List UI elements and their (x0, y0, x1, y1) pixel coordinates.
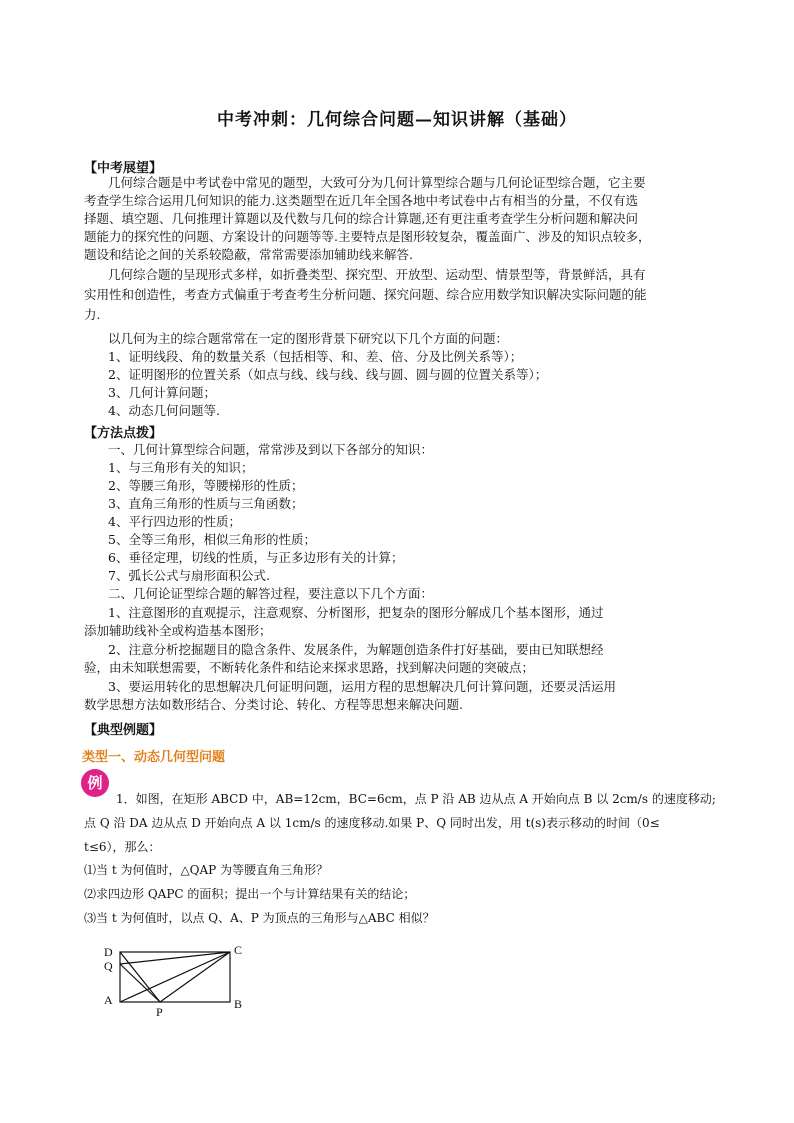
list-item: 1、证明线段、角的数量关系（包括相等、和、差、倍、分及比例关系等）； (108, 349, 523, 364)
list-item: 5、全等三角形，相似三角形的性质； (108, 532, 316, 547)
question-item: ⑶当 t 为何值时，以点 Q、A、P 为顶点的三角形与△ABC 相似？ (84, 911, 435, 925)
example-badge (80, 768, 110, 798)
list-item: 3、直角三角形的性质与三角函数； (108, 496, 304, 511)
rectangle-diagram (98, 940, 258, 1020)
section-outlook-heading: 【中考展望】 (84, 161, 163, 176)
segment-pc (160, 952, 230, 1002)
list-item: 1、与三角形有关的知识； (108, 460, 254, 475)
label-b: B (234, 997, 243, 1011)
list-item: 7、弧长公式与扇形面积公式. (108, 568, 270, 583)
label-q: Q (104, 959, 113, 973)
section-method-heading: 【方法点拨】 (84, 426, 163, 441)
text-line: 3、要运用转化的思想解决几何证明问题，运用方程的思想解决几何计算问题，还要灵活运用 (108, 679, 616, 694)
segment-qp (120, 964, 160, 1002)
list-item: 6、垂径定理，切线的性质，与正多边形有关的计算； (108, 550, 404, 565)
label-d: D (104, 945, 113, 959)
text-line: 几何综合题的呈现形式多样，如折叠类型、探究型、开放型、运动型、情景型等，背景鲜活，具有 (108, 267, 646, 282)
text-line: 1、注意图形的直观提示，注意观察、分析图形，把复杂的图形分解成几个基本图形，通过 (108, 605, 604, 620)
text-line: 数学思想方法如数形结合、分类讨论、转化、方程等思想来解决问题. (84, 697, 463, 712)
text-line: 题能力的探究性的问题、方案设计的问题等等.主要特点是图形较复杂，覆盖面广、涉及的知识点较多， (84, 229, 651, 244)
label-a: A (104, 993, 113, 1007)
text-line: 添加辅助线补全或构造基本图形； (84, 623, 272, 638)
list-item: 4、平行四边形的性质； (108, 514, 241, 529)
question-item: ⑴当 t 为何值时，△QAP 为等腰直角三角形？ (84, 863, 329, 877)
text-line: 力. (84, 307, 101, 322)
text-line: 题设和结论之间的关系较隐蔽，常常需要添加辅助线来解答. (84, 247, 413, 262)
text-line: 考查学生综合运用几何知识的能力.这类题型在近几年全国各地中考试卷中占有相当的分量，不仅有选 (84, 193, 638, 208)
list-item: 4、动态几何问题等. (108, 403, 220, 418)
text-line: 实用性和创造性，考查方式偏重于考查考生分析问题、探究问题、综合应用数学知识解决实际问题的能 (84, 287, 647, 302)
label-p: P (156, 1005, 163, 1019)
text-line: 1．如图，在矩形 ABCD 中，AB=12cm，BC=6cm，点 P 沿 AB 边从点 A 开始向点 B 以 2cm/s 的速度移动; (116, 792, 716, 806)
text-line: 2、注意分析挖掘题目的隐含条件、发展条件，为解题创造条件打好基础，要由已知联想经 (108, 642, 604, 657)
segment-ac (120, 952, 230, 1002)
segment-qc (120, 952, 230, 964)
text-line: 择题、填空题、几何推理计算题以及代数与几何的综合计算题,还有更注重考查学生分析问题和解决问 (84, 211, 638, 226)
text-line: t≤6），那么： (84, 840, 161, 854)
text-line: 一、几何计算型综合问题，常常涉及到以下各部分的知识： (108, 442, 434, 457)
type-heading: 类型一、动态几何型问题 (82, 750, 226, 765)
text-line: 几何综合题是中考试卷中常见的题型，大致可分为几何计算型综合题与几何论证型综合题，它主要 (108, 175, 646, 190)
example-badge-label: 例 (87, 774, 103, 792)
page-title: 中考冲刺：几何综合问题—知识讲解（基础） (217, 110, 577, 130)
text-line: 验，由未知联想需要，不断转化条件和结论来探求思路，找到解决问题的突破点； (84, 660, 535, 675)
list-item: 3、几何计算问题； (108, 385, 216, 400)
text-line: 以几何为主的综合题常常在一定的图形背景下研究以下几个方面的问题： (108, 331, 509, 346)
label-c: C (234, 943, 243, 957)
section-examples-heading: 【典型例题】 (84, 723, 163, 738)
list-item: 2、等腰三角形，等腰梯形的性质； (108, 478, 304, 493)
segment-dp (120, 952, 160, 1002)
list-item: 2、证明图形的位置关系（如点与线、线与线、线与圆、圆与圆的位置关系等）； (108, 367, 548, 382)
text-line: 点 Q 沿 DA 边从点 D 开始向点 A 以 1cm/s 的速度移动.如果 P、Q 同时出发，用 t(s)表示移动的时间（0≤ (84, 816, 660, 830)
question-item: ⑵求四边形 QAPC 的面积；提出一个与计算结果有关的结论； (84, 887, 416, 901)
geometry-figure (98, 940, 258, 1020)
text-line: 二、几何论证型综合题的解答过程，要注意以下几个方面： (108, 586, 434, 601)
